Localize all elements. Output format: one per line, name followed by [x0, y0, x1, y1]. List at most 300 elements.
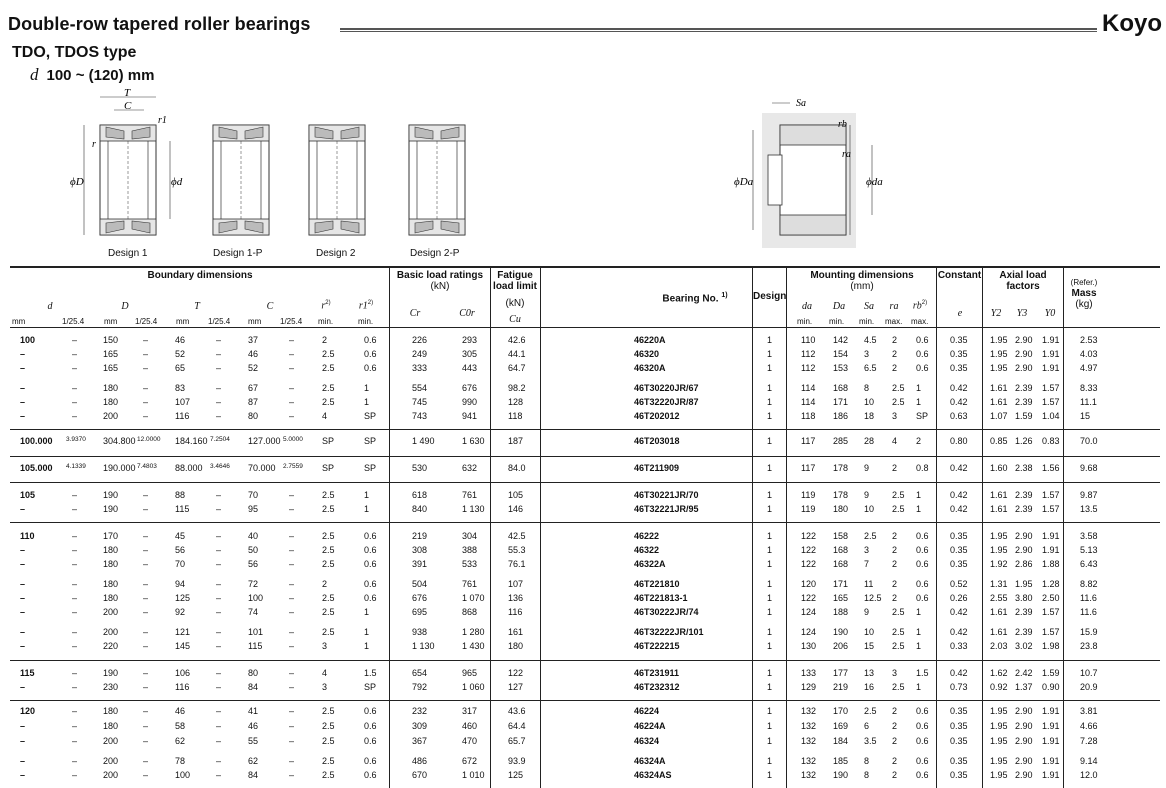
cell-rb: 1.5	[916, 668, 929, 678]
dash-Di: –	[143, 593, 149, 603]
cell-Di: 12.0000	[137, 436, 161, 443]
cell-r: 2.5	[322, 756, 335, 766]
dash-Di: –	[143, 349, 149, 359]
cell-C: 101	[248, 627, 264, 637]
cell-D: 150	[103, 335, 119, 345]
cell-D: 180	[103, 721, 119, 731]
dash-Ci: –	[289, 397, 295, 407]
cell-D: 180	[103, 593, 119, 603]
table-row	[0, 641, 1166, 654]
cell-rb: 0.6	[916, 349, 929, 359]
dash-Ci: –	[289, 721, 295, 731]
cell-C0r: 868	[462, 607, 478, 617]
cell-C: 50	[248, 545, 259, 555]
cell-d: –	[20, 756, 26, 766]
cell-e: 0.52	[950, 579, 968, 589]
cell-Y3: 2.39	[1015, 490, 1033, 500]
cell-Da: 184	[833, 736, 849, 746]
cell-T: 46	[175, 706, 186, 716]
cell-C0r: 1 280	[462, 627, 485, 637]
cell-e: 0.35	[950, 706, 968, 716]
label-r: r	[92, 139, 96, 150]
cell-d: –	[20, 545, 26, 555]
table-row	[0, 490, 1166, 503]
col-ra: ra	[889, 301, 899, 312]
cell-Cr: 249	[412, 349, 428, 359]
col-Cr: Cr	[409, 308, 421, 319]
cell-e: 0.35	[950, 545, 968, 555]
cell-des: 1	[767, 721, 773, 731]
cell-Y3: 2.39	[1015, 397, 1033, 407]
cell-rb: 1	[916, 490, 922, 500]
group-separator	[10, 429, 1160, 430]
cell-r: 2	[322, 335, 328, 345]
cell-des: 1	[767, 559, 773, 569]
dash-Di: –	[143, 411, 149, 421]
cell-Cu: 116	[508, 607, 523, 617]
cell-T: 52	[175, 349, 186, 359]
header-fatigue: Fatigue load limit	[493, 270, 537, 292]
cell-Y3: 3.02	[1015, 641, 1033, 651]
cell-Da: 165	[833, 593, 849, 603]
table-row	[0, 770, 1166, 783]
cell-Y0: 1.91	[1042, 349, 1060, 359]
cell-Cr: 670	[412, 770, 428, 780]
label-Da: ϕDa	[734, 176, 754, 188]
dash-Ci: –	[289, 627, 295, 637]
cell-rb: 0.6	[916, 593, 929, 603]
cell-Da: 178	[833, 490, 849, 500]
dash-di: –	[72, 335, 78, 345]
cell-C0r: 761	[462, 490, 478, 500]
cell-d: 110	[20, 531, 35, 541]
cell-Da: 219	[833, 682, 849, 692]
cell-Cr: 309	[412, 721, 428, 731]
cell-T: 88.000	[175, 463, 203, 473]
cell-des: 1	[767, 641, 773, 651]
cell-r: 2.5	[322, 397, 335, 407]
cell-Cu: 118	[508, 411, 523, 421]
cell-Y3: 1.59	[1015, 411, 1033, 421]
cell-C: 40	[248, 531, 259, 541]
cell-Cr: 333	[412, 363, 428, 373]
group-separator	[10, 660, 1160, 661]
cell-Cu: 84.0	[508, 463, 526, 473]
cell-C0r: 1 130	[462, 504, 485, 514]
dash-Ti: –	[216, 504, 222, 514]
cell-e: 0.33	[950, 641, 968, 651]
cell-D: 170	[103, 531, 119, 541]
cell-Da: 180	[833, 504, 849, 514]
group-separator	[10, 482, 1160, 483]
table-row	[0, 383, 1166, 396]
dash-di: –	[72, 545, 78, 555]
dash-Di: –	[143, 559, 149, 569]
col-da: da	[802, 301, 812, 312]
cell-Sa: 8	[864, 383, 870, 393]
table-row	[0, 607, 1166, 620]
cell-e: 0.35	[950, 736, 968, 746]
cell-rb: 1	[916, 383, 922, 393]
unit-mm: mm	[176, 317, 190, 326]
unit-min: min.	[829, 317, 845, 326]
cell-ra: 2	[892, 545, 898, 555]
cell-des: 1	[767, 463, 773, 473]
cell-ra: 2	[892, 463, 898, 473]
dash-Ti: –	[216, 607, 222, 617]
cell-Y2: 1.61	[990, 397, 1008, 407]
cell-Y3: 2.90	[1015, 706, 1033, 716]
dash-Ci: –	[289, 668, 295, 678]
cell-r: SP	[322, 463, 335, 473]
cell-no: 46T32220JR/87	[634, 397, 699, 407]
cell-r1: 0.6	[364, 706, 377, 716]
brand-logo: Koyo	[1102, 10, 1162, 37]
cell-d: –	[20, 559, 26, 569]
cell-Y2: 1.31	[990, 579, 1008, 589]
dash-Di: –	[143, 756, 149, 766]
cell-no: 46T211909	[634, 463, 680, 473]
unit-inch: 1/25.4	[280, 317, 303, 326]
table-top-rule	[10, 266, 1160, 268]
cell-da: 132	[801, 721, 817, 731]
design-1-label: Design 1	[108, 248, 148, 259]
cell-ra: 2.5	[892, 641, 905, 651]
cell-C0r: 304	[462, 531, 478, 541]
col-r1	[355, 298, 377, 311]
cell-r1: 1	[364, 383, 370, 393]
cell-da: 122	[801, 559, 817, 569]
cell-D: 200	[103, 736, 119, 746]
col-r1-label: r1	[358, 300, 368, 312]
cell-no: 46T32221JR/95	[634, 504, 699, 514]
cell-C: 84	[248, 770, 259, 780]
cell-Sa: 15	[864, 641, 875, 651]
dash-Ci: –	[289, 607, 295, 617]
cell-ra: 2	[892, 363, 898, 373]
cell-rb: 2	[916, 436, 922, 446]
header-mounting-unit: (mm)	[850, 281, 874, 292]
cell-Da: 178	[833, 463, 849, 473]
cell-Da: 158	[833, 531, 849, 541]
dash-di: –	[72, 770, 78, 780]
dash-Ci: –	[289, 682, 295, 692]
header-mass-refer: (Refer.)	[1070, 278, 1098, 287]
table-row	[0, 721, 1166, 734]
cell-da: 129	[801, 682, 817, 692]
table-row	[0, 363, 1166, 376]
cell-ra: 2.5	[892, 627, 905, 637]
cell-C0r: 293	[462, 335, 478, 345]
cell-D: 180	[103, 559, 119, 569]
dash-Di: –	[143, 504, 149, 514]
cell-e: 0.42	[950, 627, 968, 637]
cell-des: 1	[767, 411, 773, 421]
cell-rb: 0.8	[916, 463, 929, 473]
cell-ra: 2.5	[892, 607, 905, 617]
cell-Da: 154	[833, 349, 849, 359]
col-e: e	[957, 308, 963, 319]
cell-T: 70	[175, 559, 186, 569]
dash-Ci: –	[289, 770, 295, 780]
cell-Y0: 1.91	[1042, 363, 1060, 373]
cell-C0r: 533	[462, 559, 478, 569]
cell-r: 2.5	[322, 607, 335, 617]
cell-d: –	[20, 627, 26, 637]
cell-no: 46224	[634, 706, 660, 716]
cell-m: 15	[1080, 411, 1091, 421]
dash-di: –	[72, 593, 78, 603]
cell-m: 2.53	[1080, 335, 1098, 345]
cell-C0r: 632	[462, 463, 478, 473]
label-da: ϕda	[866, 176, 883, 188]
cell-C: 127.000	[248, 436, 281, 446]
cell-rb: 0.6	[916, 756, 929, 766]
cell-Cr: 695	[412, 607, 428, 617]
dash-di: –	[72, 756, 78, 766]
dash-Ci: –	[289, 411, 295, 421]
cell-Y2: 1.92	[990, 559, 1008, 569]
cell-Y0: 1.88	[1042, 559, 1060, 569]
cell-Y2: 1.95	[990, 531, 1008, 541]
cell-Cu: 55.3	[508, 545, 526, 555]
header-mass	[1064, 277, 1104, 310]
dash-Ti: –	[216, 579, 222, 589]
cell-Y3: 2.90	[1015, 335, 1033, 345]
cell-no: 46324	[634, 736, 660, 746]
cell-e: 0.80	[950, 436, 968, 446]
cell-r1: 1	[364, 397, 370, 407]
dash-Ti: –	[216, 349, 222, 359]
table-row	[0, 559, 1166, 572]
cell-m: 11.6	[1080, 607, 1097, 617]
cell-d: 105	[20, 490, 36, 500]
cell-r1: 0.6	[364, 559, 377, 569]
cell-e: 0.35	[950, 721, 968, 731]
cell-C: 46	[248, 721, 259, 731]
cell-des: 1	[767, 770, 773, 780]
cell-Da: 168	[833, 383, 849, 393]
cell-da: 114	[801, 397, 816, 407]
cell-r: 2.5	[322, 559, 335, 569]
dash-di: –	[72, 736, 78, 746]
cell-Y3: 2.39	[1015, 383, 1033, 393]
bearing-drawings	[0, 85, 1166, 265]
cell-T: 121	[175, 627, 191, 637]
cell-Da: 169	[833, 721, 849, 731]
cell-Y2: 1.95	[990, 545, 1008, 555]
cell-Y0: 1.91	[1042, 721, 1060, 731]
col-Sa: Sa	[864, 301, 874, 312]
cell-da: 132	[801, 736, 817, 746]
dash-Ti: –	[216, 490, 222, 500]
dash-Ti: –	[216, 706, 222, 716]
cell-ra: 2	[892, 531, 898, 541]
cell-da: 118	[801, 411, 816, 421]
table-row	[0, 668, 1166, 681]
cell-Y0: 1.57	[1042, 607, 1060, 617]
cell-Cu: 107	[508, 579, 524, 589]
unit-mm: mm	[104, 317, 118, 326]
group-separator	[10, 700, 1160, 701]
dash-Di: –	[143, 721, 149, 731]
cell-des: 1	[767, 531, 773, 541]
cell-T: 56	[175, 545, 186, 555]
cell-C0r: 672	[462, 756, 478, 766]
dash-Ci: –	[289, 706, 295, 716]
table-row	[0, 706, 1166, 719]
cell-Y0: 1.91	[1042, 770, 1060, 780]
header-basic-load	[390, 270, 490, 292]
cell-D: 200	[103, 756, 119, 766]
cell-r: 2.5	[322, 490, 335, 500]
design-2p-drawing	[409, 125, 465, 235]
page-subtitle: TDO, TDOS type	[12, 44, 137, 61]
cell-e: 0.35	[950, 770, 968, 780]
unit-inch: 1/25.4	[135, 317, 158, 326]
cell-C0r: 676	[462, 383, 478, 393]
label-T: T	[124, 87, 131, 99]
cell-Y2: 1.61	[990, 607, 1008, 617]
cell-r: 3	[322, 682, 328, 692]
cell-T: 45	[175, 531, 186, 541]
cell-Y2: 1.60	[990, 463, 1008, 473]
cell-d: –	[20, 682, 26, 692]
cell-da: 114	[801, 383, 816, 393]
cell-r1: 0.6	[364, 545, 377, 555]
label-D: ϕD	[70, 176, 84, 188]
cell-Sa: 9	[864, 490, 870, 500]
cell-Cr: 1 490	[412, 436, 435, 446]
cell-Da: 171	[833, 579, 849, 589]
cell-e: 0.26	[950, 593, 968, 603]
cell-Da: 190	[833, 627, 849, 637]
dash-di: –	[72, 721, 78, 731]
cell-Sa: 28	[864, 436, 875, 446]
cell-no: 46T222215	[634, 641, 680, 651]
dash-Ti: –	[216, 545, 222, 555]
cell-Cu: 187	[508, 436, 524, 446]
cell-d: –	[20, 383, 26, 393]
cell-r: 2.5	[322, 349, 335, 359]
cell-Y2: 1.95	[990, 770, 1008, 780]
cell-m: 3.58	[1080, 531, 1098, 541]
cell-des: 1	[767, 363, 773, 373]
cell-D: 180	[103, 383, 119, 393]
cell-Sa: 6.5	[864, 363, 877, 373]
table-row	[0, 463, 1166, 476]
cell-ra: 2	[892, 593, 898, 603]
cell-no: 46322	[634, 545, 660, 555]
unit-min: min.	[318, 317, 334, 326]
table-row	[0, 627, 1166, 640]
cell-rb: SP	[916, 411, 929, 421]
cell-Da: 185	[833, 756, 849, 766]
cell-des: 1	[767, 397, 773, 407]
dash-Di: –	[143, 383, 149, 393]
dash-di: –	[72, 682, 78, 692]
cell-Y3: 2.90	[1015, 545, 1033, 555]
cell-des: 1	[767, 682, 773, 692]
dash-Ci: –	[289, 593, 295, 603]
cell-da: 122	[801, 593, 817, 603]
dash-di: –	[72, 559, 78, 569]
dash-Di: –	[143, 706, 149, 716]
cell-Cu: 128	[508, 397, 524, 407]
cell-C: 55	[248, 736, 259, 746]
dash-Ti: –	[216, 397, 222, 407]
cell-m: 12.0	[1080, 770, 1098, 780]
cell-T: 46	[175, 335, 186, 345]
cell-Sa: 6	[864, 721, 870, 731]
cell-Cr: 676	[412, 593, 428, 603]
cell-Cu: 161	[508, 627, 524, 637]
cell-e: 0.42	[950, 607, 968, 617]
cell-Cr: 232	[412, 706, 428, 716]
cell-Y0: 1.57	[1042, 504, 1060, 514]
cell-D: 180	[103, 397, 119, 407]
cell-D: 200	[103, 770, 119, 780]
table-row	[0, 397, 1166, 410]
cell-e: 0.35	[950, 335, 968, 345]
size-range	[30, 65, 154, 85]
dash-Ti: –	[216, 383, 222, 393]
cell-rb: 0.6	[916, 363, 929, 373]
cell-da: 132	[801, 706, 817, 716]
cell-d: 100	[20, 335, 36, 345]
cell-no: 46T221813-1	[634, 593, 688, 603]
label-r1: r1	[158, 115, 167, 126]
cell-des: 1	[767, 490, 773, 500]
dash-Ti: –	[216, 756, 222, 766]
dash-di: –	[72, 706, 78, 716]
dash-Ci: –	[289, 349, 295, 359]
col-Da: Da	[832, 301, 846, 312]
header-bearing-no	[640, 290, 750, 304]
cell-Y2: 1.95	[990, 736, 1008, 746]
cell-Y0: 1.57	[1042, 627, 1060, 637]
cell-C: 80	[248, 411, 259, 421]
header-basic-load-unit: (kN)	[430, 281, 450, 292]
cell-da: 132	[801, 770, 817, 780]
cell-Sa: 3	[864, 349, 870, 359]
cell-Y3: 2.90	[1015, 531, 1033, 541]
cell-Y2: 1.95	[990, 349, 1008, 359]
cell-D: 190	[103, 504, 119, 514]
cell-no: 46T30221JR/70	[634, 490, 699, 500]
cell-Di: 7.4803	[137, 463, 157, 470]
dash-Di: –	[143, 668, 149, 678]
cell-r: 2.5	[322, 627, 335, 637]
cell-des: 1	[767, 593, 773, 603]
dash-Ci: –	[289, 531, 295, 541]
cell-T: 88	[175, 490, 186, 500]
cell-m: 8.82	[1080, 579, 1098, 589]
dash-di: –	[72, 579, 78, 589]
header-bearing-note: 1)	[721, 292, 728, 299]
cell-T: 145	[175, 641, 191, 651]
cell-Da: 186	[833, 411, 849, 421]
cell-D: 220	[103, 641, 119, 651]
cell-Y0: 1.91	[1042, 736, 1060, 746]
cell-no: 46T30220JR/67	[634, 383, 699, 393]
table-row	[0, 436, 1166, 449]
cell-r: 2.5	[322, 593, 335, 603]
cell-T: 78	[175, 756, 186, 766]
cell-da: 117	[801, 436, 816, 446]
cell-no: 46T202012	[634, 411, 680, 421]
cell-d: –	[20, 504, 26, 514]
